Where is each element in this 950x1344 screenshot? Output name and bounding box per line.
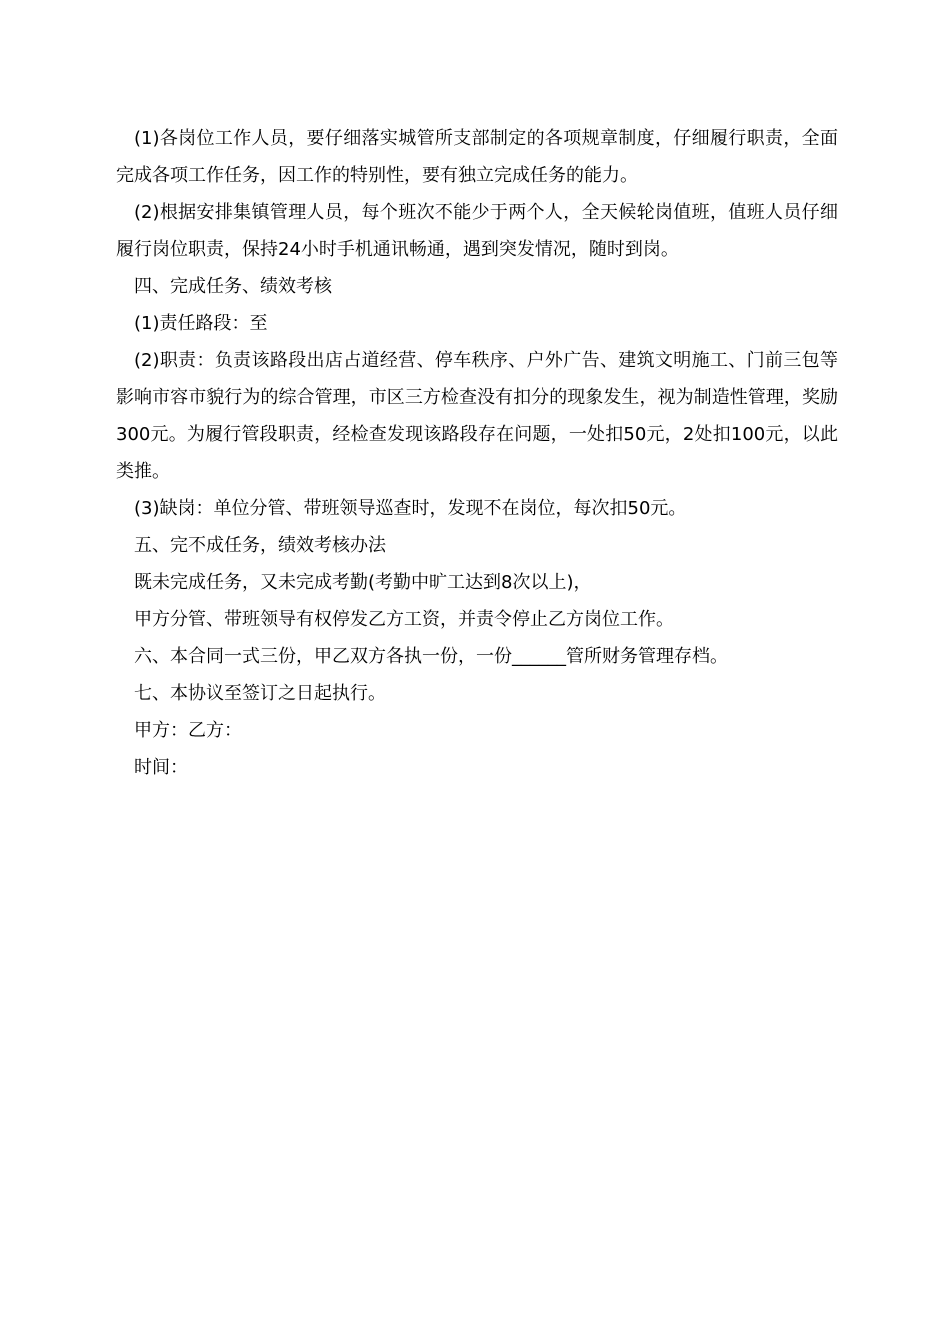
document-body xyxy=(116,120,838,786)
paragraph-duty-1: (1)各岗位工作人员，要仔细落实城管所支部制定的各项规章制度，仔细履行职责，全面完成各项工作任务，因工作的特别性，要有独立完成任务的能力。 xyxy=(116,128,838,186)
paragraph-penalty: 甲方分管、带班领导有权停发乙方工资，并责令停止乙方岗位工作。 xyxy=(134,609,674,630)
paragraph-section-absence: (3)缺岗：单位分管、带班领导巡查时，发现不在岗位，每次扣50元。 xyxy=(134,498,687,519)
signature-line: 甲方：乙方： xyxy=(134,720,242,741)
date-line: 时间： xyxy=(134,757,188,778)
section-heading-7: 七、本协议至签订之日起执行。 xyxy=(134,683,386,704)
paragraph-attendance: 既未完成任务，又未完成考勤(考勤中旷工达到8次以上)， xyxy=(134,572,592,593)
paragraph-section-road: (1)责任路段：至 xyxy=(134,313,268,334)
paragraph-duty-2: (2)根据安排集镇管理人员，每个班次不能少于两个人，全天候轮岗值班，值班人员仔细履行岗位职责，保持24小时手机通讯畅通，遇到突发情况，随时到岗。 xyxy=(116,202,838,260)
section-heading-5: 五、完不成任务，绩效考核办法 xyxy=(134,535,386,556)
section-heading-6: 六、本合同一式三份，甲乙双方各执一份，一份______管所财务管理存档。 xyxy=(134,646,728,667)
section-heading-4: 四、完成任务、绩效考核 xyxy=(134,276,332,297)
paragraph-section-responsibility: (2)职责：负责该路段出店占道经营、停车秩序、户外广告、建筑文明施工、门前三包等影响市容市貌行为的综合管理，市区三方检查没有扣分的现象发生，视为制造性管理，奖励300元。为履行管段职责，经检查发现该路段存在问题，一处扣50元，2处扣100元，以此类推。 xyxy=(116,350,838,482)
